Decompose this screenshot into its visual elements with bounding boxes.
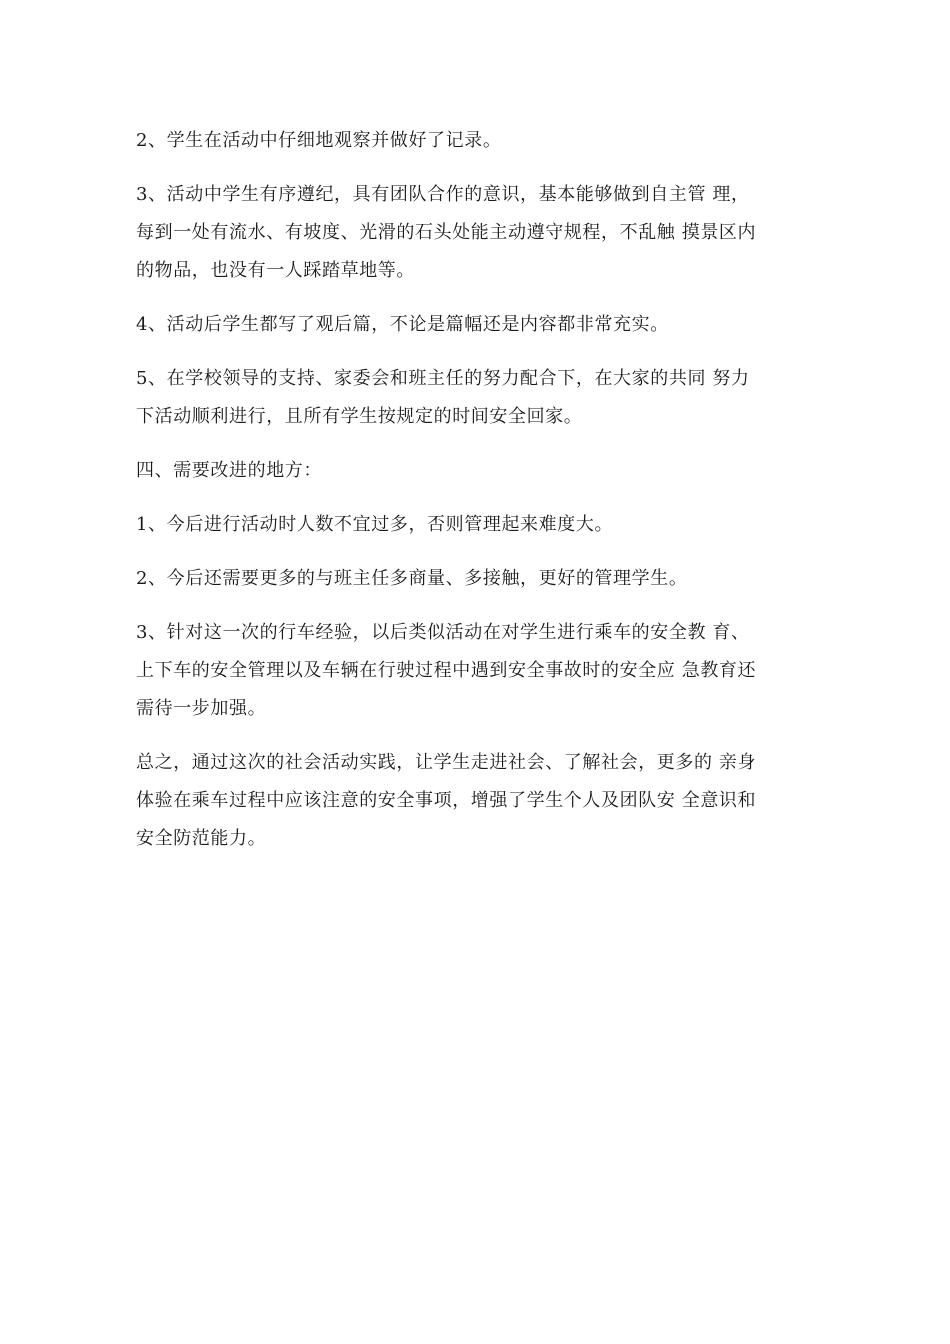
heading-text: 四、需要改进的地方： [136, 460, 322, 481]
text-line: 2、学生在活动中仔细地观察并做好了记录。 [136, 130, 502, 151]
paragraph-item-5-support [136, 360, 826, 436]
paragraph-item-3-discipline [136, 176, 826, 290]
text-line: 3、针对这一次的行车经验，以后类似活动在对学生进行乘车的安全教 育、 [136, 622, 750, 643]
paragraph-improvement-2 [136, 560, 826, 598]
paragraph-item-2-observation [136, 122, 826, 160]
paragraph-conclusion [136, 744, 826, 858]
text-line: 5、在学校领导的支持、家委会和班主任的努力配合下，在大家的共同 努力 [136, 368, 750, 389]
text-line: 2、今后还需要更多的与班主任多商量、多接触，更好的管理学生。 [136, 568, 688, 589]
text-line: 安全防范能力。 [136, 828, 267, 849]
text-line: 总之，通过这次的社会活动实践，让学生走进社会、了解社会，更多的 亲身 [136, 752, 757, 773]
text-line: 1、今后进行活动时人数不宜过多，否则管理起来难度大。 [136, 514, 614, 535]
text-line: 下活动顺利进行，且所有学生按规定的时间安全回家。 [136, 406, 583, 427]
text-line: 4、活动后学生都写了观后篇，不论是篇幅还是内容都非常充实。 [136, 314, 669, 335]
text-line: 需待一步加强。 [136, 698, 267, 719]
paragraph-improvement-3 [136, 614, 826, 728]
text-line: 每到一处有流水、有坡度、光滑的石头处能主动遵守规程，不乱触 摸景区内 [136, 222, 757, 243]
text-line: 的物品，也没有一人踩踏草地等。 [136, 260, 415, 281]
document-body [136, 122, 826, 874]
paragraph-improvement-1 [136, 506, 826, 544]
section-heading-improvements [136, 452, 826, 490]
paragraph-item-4-reflections [136, 306, 826, 344]
text-line: 3、活动中学生有序遵纪，具有团队合作的意识，基本能够做到自主管 理， [136, 184, 750, 205]
text-line: 上下车的安全管理以及车辆在行驶过程中遇到安全事故时的安全应 急教育还 [136, 660, 757, 681]
text-line: 体验在乘车过程中应该注意的安全事项，增强了学生个人及团队安 全意识和 [136, 790, 757, 811]
